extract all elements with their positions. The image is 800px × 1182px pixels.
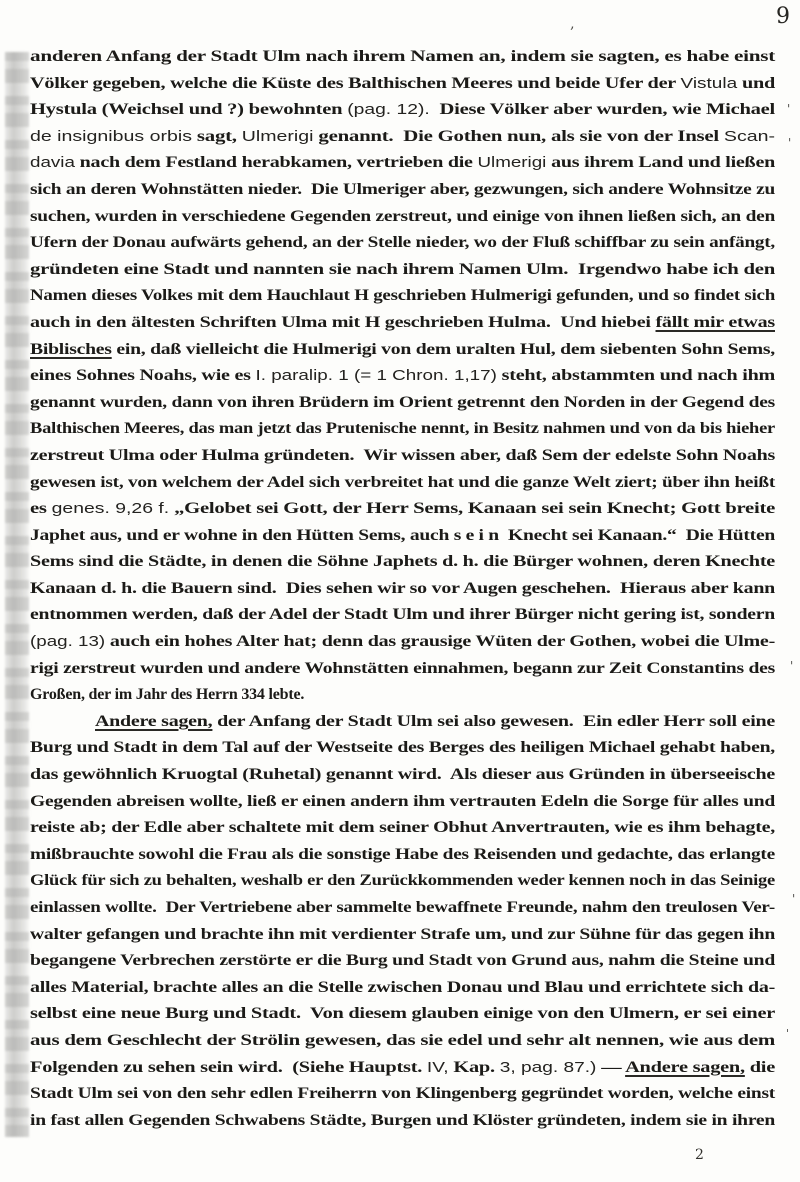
text-line — [30, 390, 775, 417]
text-line — [30, 735, 775, 762]
text-line-content — [30, 204, 775, 231]
text-line-content — [30, 44, 775, 71]
fraktur-text: Gegenden abreisen wollte, ließ er einen andern ihm vertrauten Edeln die Sorge für alles und — [30, 792, 775, 810]
text-line — [30, 257, 775, 284]
antiqua-text: de insignibus orbis — [30, 127, 192, 145]
text-line-content — [30, 283, 775, 310]
fraktur-text: Namen dieses Volkes mit dem Hauchlaut H geschrieben Hulmerigi gefunden, und so findet sich — [30, 287, 775, 305]
fraktur-text: Knecht sei Kanaan.“ Die Hütten — [503, 526, 776, 544]
text-line — [30, 682, 775, 709]
text-line-content — [30, 390, 775, 417]
fraktur-text: und — [737, 74, 775, 92]
text-line-content — [30, 363, 775, 390]
text-line-content — [30, 71, 775, 98]
fraktur-text: genannt wurden, dann von ihren Brüdern im Orient getrennt den Norden in der Gegend des — [30, 393, 775, 411]
text-line — [30, 230, 775, 257]
antiqua-text: Scan- — [723, 127, 775, 145]
underlined-phrase: Andere sagen, — [625, 1058, 745, 1076]
fraktur-text: gründeten eine Stadt und nannten sie nach ihrem Namen Ulm. Irgendwo habe ich den — [30, 260, 775, 278]
text-line-content — [30, 842, 775, 869]
text-line — [30, 1108, 775, 1135]
text-line-content — [30, 496, 775, 523]
fraktur-text: Stadt Ulm sei von den sehr edlen Freiherrn von Klingenberg gegründet worden, welche einst — [30, 1085, 775, 1103]
fraktur-text: auch ein hohes Alter hat; denn das grausige Wüten der Gothen, wobei die Ulme- — [105, 633, 775, 651]
text-line-content — [30, 682, 304, 709]
text-line-content — [30, 602, 775, 629]
fraktur-text: entnommen werden, daß der Adel der Stadt Ulm und ihrer Bürger nicht gering ist, sondern — [30, 606, 775, 624]
fraktur-text: Kap. — [448, 1058, 500, 1076]
antiqua-text: (pag. 12). — [347, 101, 430, 119]
text-line — [30, 1028, 775, 1055]
fraktur-text: auch in den ältesten Schriften Ulma mit H geschrieben Hulma. Und hiebei — [30, 313, 656, 331]
text-line-content — [30, 124, 775, 151]
fraktur-text: mißbrauchte sowohl die Frau als die sonstige Habe des Reisenden und gedachte, das erlangte — [30, 845, 775, 863]
signature-mark: 2 — [695, 1147, 704, 1163]
fraktur-text: Diese Völker aber wurden, wie Michael — [429, 101, 775, 119]
fraktur-text: Glück für sich zu behalten, weshalb er den Zurückkommenden weder kennen noch in das Seinige — [30, 872, 775, 890]
text-line-content — [30, 868, 775, 895]
text-line — [30, 177, 775, 204]
text-line — [30, 1055, 775, 1082]
fraktur-text: sich an deren Wohnstätten nieder. Die Ulmeriger aber, gezwungen, sich andere Wohnsitze zu — [30, 180, 775, 198]
text-line — [30, 948, 775, 975]
text-line-content — [30, 1081, 775, 1108]
text-line-content — [30, 576, 775, 603]
text-line — [30, 150, 775, 177]
antiqua-text: davia — [30, 154, 75, 172]
text-line-content — [30, 443, 775, 470]
fraktur-text: begangene Verbrechen zerstörte er die Burg und Stadt von Grund aus, nahm die Steine und — [30, 952, 775, 970]
fraktur-text: sagt, — [191, 127, 242, 145]
text-line — [30, 310, 775, 337]
text-line-content — [30, 470, 775, 497]
ink-speck: ' — [787, 102, 791, 116]
ink-speck: ' — [788, 136, 792, 150]
text-line — [30, 97, 775, 124]
fraktur-text: nach dem Festland herabkamen, vertrieben die — [74, 154, 478, 172]
text-line-content — [30, 656, 775, 683]
fraktur-text: sein — [453, 526, 504, 544]
underlined-phrase: fällt mir etwas — [655, 313, 775, 331]
fraktur-text: ein, daß vielleicht die Hulmerigi von dem uralten Hul, dem siebenten Sohn Sems, — [111, 340, 776, 358]
text-line — [30, 789, 775, 816]
fraktur-text: aus ihrem Land und ließen — [546, 154, 775, 172]
text-line — [30, 363, 775, 390]
text-line-content — [30, 1028, 775, 1055]
text-line — [30, 975, 775, 1002]
text-line — [30, 496, 775, 523]
text-line-content — [30, 416, 775, 443]
text-line — [30, 283, 775, 310]
text-line — [30, 895, 775, 922]
text-line — [30, 1081, 775, 1108]
text-line-content — [30, 762, 775, 789]
antiqua-text: genes. 9,26 f. — [51, 500, 170, 518]
text-line-content — [30, 97, 775, 124]
text-line — [30, 416, 775, 443]
underlined-phrase: Biblisches — [30, 340, 112, 358]
text-line-content — [30, 310, 775, 337]
text-line — [30, 868, 775, 895]
text-line-content — [30, 1108, 775, 1135]
scan-shadow-artifact — [5, 52, 29, 1137]
text-line-content — [30, 789, 775, 816]
text-line-content — [30, 150, 775, 177]
text-line — [30, 470, 775, 497]
text-line-content — [30, 230, 775, 257]
antiqua-text: I. paralip. 1 (= 1 Chron. 1,17) — [255, 367, 497, 385]
text-line — [30, 629, 775, 656]
fraktur-text: Sems sind die Städte, in denen die Söhne Japhets d. h. die Bürger wohnen, deren Knechte — [30, 553, 775, 571]
antiqua-text: IV, — [426, 1058, 449, 1076]
fraktur-text: steht, abstammten und nach ihm — [496, 367, 775, 385]
text-line-content — [95, 709, 775, 736]
text-line — [30, 656, 775, 683]
fraktur-text: anderen Anfang der Stadt Ulm nach ihrem Namen an, indem sie sagten, es habe einst — [30, 48, 775, 65]
fraktur-text: einlassen wollte. Der Vertriebene aber sammelte bewaffnete Freunde, nahm den treulosen Ver- — [30, 899, 776, 916]
ink-speck: ' — [792, 892, 796, 906]
fraktur-text: Folgenden zu sehen sein wird. (Siehe Hauptst. — [30, 1058, 427, 1076]
fraktur-text: Völker gegeben, welche die Küste des Balthischen Meeres und beide Ufer der — [30, 74, 681, 92]
text-line — [30, 762, 775, 789]
text-line-content — [30, 1055, 775, 1082]
fraktur-text: die — [744, 1058, 775, 1076]
underlined-phrase: Andere sagen, — [95, 712, 213, 730]
text-line — [30, 204, 775, 231]
fraktur-text: rigi zerstreut wurden und andere Wohnstätten einnahmen, begann zur Zeit Constantins des — [30, 659, 775, 677]
text-line-content — [30, 549, 775, 576]
text-line-content — [30, 337, 775, 364]
text-line — [30, 337, 775, 364]
text-line — [30, 549, 775, 576]
fraktur-text: genannt. Die Gothen nun, als sie von der Insel — [313, 127, 724, 145]
fraktur-text: Hystula (Weichsel und ?) bewohnten — [30, 101, 348, 119]
fraktur-text: eines Sohnes Noahs, wie es — [30, 367, 256, 385]
text-line — [30, 815, 775, 842]
text-line — [30, 443, 775, 470]
text-line-content — [30, 948, 775, 975]
ink-speck: ' — [786, 1027, 790, 1040]
text-line — [30, 842, 775, 869]
text-line — [30, 709, 775, 736]
fraktur-text: reiste ab; der Edle aber schaltete mit dem seiner Obhut Anvertrauten, wie es ihm behagte, — [30, 819, 776, 837]
text-line — [30, 922, 775, 949]
ink-speck: ' — [790, 659, 794, 673]
antiqua-text: Ulmerigi — [241, 127, 314, 145]
text-line-content — [30, 815, 775, 842]
fraktur-text: alles Material, brachte alles an die Stelle zwischen Donau und Blau und errichtete sich da- — [30, 978, 775, 996]
text-line — [30, 602, 775, 629]
text-line-content — [30, 735, 775, 762]
fraktur-text: Ufern der Donau aufwärts gehend, an der Stelle nieder, wo der Fluß schiffbar zu sein anfängt, — [30, 234, 775, 252]
fraktur-text: Balthischen Meeres, das man jetzt das Prutenische nennt, in Besitz nahmen und von da bis hieher — [30, 420, 775, 438]
text-line-content — [30, 257, 775, 284]
text-line — [30, 124, 775, 151]
fraktur-text: selbst eine neue Burg und Stadt. Von diesem glauben einige von den Ulmern, er sei einer — [30, 1005, 775, 1023]
fraktur-text: Japhet aus, und er wohne in den Hütten Sems, auch — [30, 526, 454, 544]
text-line-content — [30, 523, 775, 550]
antiqua-text: Ulmerigi — [477, 154, 547, 172]
fraktur-text: Burg und Stadt in dem Tal auf der Westseite des Berges des heiligen Michael gehabt haben, — [30, 739, 775, 757]
fraktur-text: es — [30, 500, 52, 518]
fraktur-text: walter gefangen und brachte ihn mit verdienter Strafe um, und zur Sühne für das gegen ihn — [30, 925, 775, 943]
ink-speck: ‚ — [570, 16, 575, 32]
antiqua-text: 3, pag. 87.) — [499, 1058, 597, 1076]
text-line-content — [30, 975, 775, 1002]
fraktur-text: das gewöhnlich Kruogtal (Ruhetal) genannt wird. Als dieser aus Gründen in überseeische — [30, 766, 775, 784]
text-line-content — [30, 1001, 775, 1028]
text-line-content — [30, 895, 775, 922]
fraktur-text: in fast allen Gegenden Schwabens Städte, Burgen und Klöster gründeten, indem sie in ihren — [30, 1111, 775, 1129]
fraktur-text: suchen, wurden in verschiedene Gegenden zerstreut, und einige von ihnen ließen sich, an den — [30, 207, 775, 225]
page-number: 9 — [776, 4, 790, 29]
text-line-content — [30, 922, 775, 949]
text-line — [30, 71, 775, 98]
body-text — [30, 44, 775, 1134]
fraktur-text: Großen, der im Jahr des Herrn 334 lebte. — [30, 686, 305, 704]
text-line — [30, 576, 775, 603]
text-line — [30, 1001, 775, 1028]
antiqua-text: Vistula — [680, 74, 738, 92]
antiqua-text: (pag. 13) — [30, 633, 106, 651]
fraktur-text: Kanaan d. h. die Bauern sind. Dies sehen wir so vor Augen geschehen. Hieraus aber kann — [30, 579, 775, 597]
fraktur-text: gewesen ist, von welchem der Adel sich verbreitet hat und die ganze Welt ziert; über ihn heißt — [30, 473, 775, 491]
fraktur-text: aus dem Geschlecht der Strölin gewesen, das sie edel und sehr alt nennen, wie aus dem — [30, 1031, 775, 1049]
fraktur-text: der Anfang der Stadt Ulm sei also gewesen. Ein edler Herr soll eine — [212, 712, 776, 730]
fraktur-text: „Gelobet sei Gott, der Herr Sems, Kanaan sei sein Knecht; Gott breite — [169, 500, 775, 518]
fraktur-text: zerstreut Ulma oder Hulma gründeten. Wir wissen aber, daß Sem der edelste Sohn Noahs — [30, 446, 775, 464]
text-line — [30, 523, 775, 550]
text-line — [30, 44, 775, 71]
text-line-content — [30, 177, 775, 204]
fraktur-text: — — [596, 1058, 626, 1076]
text-line-content — [30, 629, 775, 656]
